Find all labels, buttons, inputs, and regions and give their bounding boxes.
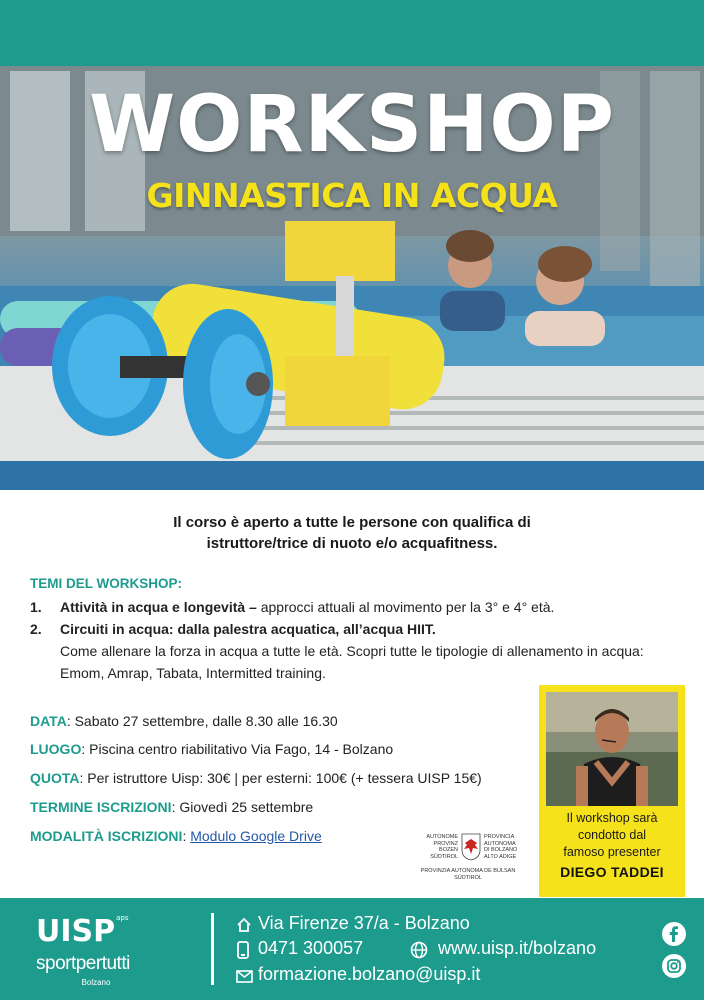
registration-form-link[interactable]: Modulo Google Drive bbox=[190, 828, 322, 844]
province-text: SÜDTIROL bbox=[430, 853, 458, 860]
footer bbox=[0, 898, 704, 1000]
info-value: : Piscina centro riabilitativo Via Fago, 14 - Bolzano bbox=[81, 741, 394, 757]
address-text: Via Firenze 37/a - Bolzano bbox=[258, 913, 470, 933]
uisp-city: Bolzano bbox=[81, 978, 111, 987]
theme-text: approcci attuali al movimento per la 3° e 4° età. bbox=[256, 599, 555, 615]
province-logo bbox=[412, 830, 524, 888]
theme-description: Come allenare la forza in acqua a tutte le età. Scopri tutte le tipologie di allenamento in acqua: Emom, Amrap, Tabata, Intermitted training. bbox=[60, 643, 644, 681]
province-text: PROVINZ bbox=[433, 840, 458, 847]
hero-subtitle: GINNASTICA IN ACQUA bbox=[146, 176, 558, 215]
presenter-name: DIEGO TADDEI bbox=[560, 864, 664, 880]
phone-text: 0471 300057 bbox=[258, 938, 364, 958]
info-label: MODALITÀ ISCRIZIONI bbox=[30, 828, 183, 844]
info-value: : Per istruttore Uisp: 30€ | per esterni: 100€ (+ tessera UISP 15€) bbox=[79, 770, 482, 786]
province-text: PROVINCIA bbox=[484, 834, 515, 840]
email-text: formazione.bolzano@uisp.it bbox=[258, 964, 481, 984]
province-name-lad bbox=[412, 868, 524, 881]
footer-phone[interactable] bbox=[236, 938, 363, 960]
info-label: QUOTA bbox=[30, 770, 80, 786]
theme-title: Circuiti in acqua: dalla palestra acquatica, all’acqua HIIT. bbox=[60, 621, 436, 637]
info-value: : Sabato 27 settembre, dalle 8.30 alle 16.30 bbox=[66, 713, 338, 729]
presenter-line: famoso presenter bbox=[563, 845, 661, 859]
website-text: www.uisp.it/bolzano bbox=[438, 938, 597, 958]
province-text: AUTONOMA bbox=[484, 840, 516, 847]
info-date bbox=[30, 713, 338, 729]
info-registration bbox=[30, 828, 322, 844]
theme-item bbox=[30, 618, 436, 640]
uisp-logo-aps: aps bbox=[116, 914, 129, 922]
top-band bbox=[0, 0, 704, 66]
instagram-icon[interactable] bbox=[662, 954, 686, 978]
footer-email[interactable] bbox=[236, 964, 480, 986]
mail-icon bbox=[236, 965, 258, 986]
footer-address bbox=[236, 913, 470, 935]
intro-text bbox=[0, 512, 704, 554]
info-label: LUOGO bbox=[30, 741, 82, 757]
theme-item bbox=[30, 596, 554, 618]
province-text: PROVINZIA AUTONOMA DE BULSAN bbox=[420, 868, 516, 874]
info-deadline bbox=[30, 799, 313, 815]
info-fee bbox=[30, 770, 482, 786]
province-text: DI BOLZANO bbox=[484, 847, 518, 853]
footer-website[interactable] bbox=[410, 938, 596, 960]
theme-title: Attività in acqua e longevità – bbox=[60, 599, 257, 615]
presenter-line: Il workshop sarà bbox=[566, 811, 658, 825]
themes-heading: TEMI DEL WORKSHOP: bbox=[30, 576, 183, 591]
info-value: : Giovedì 25 settembre bbox=[171, 799, 314, 815]
presenter-photo bbox=[546, 692, 678, 806]
theme-number: 2. bbox=[30, 621, 42, 637]
presenter-text bbox=[539, 810, 685, 861]
hero-banner bbox=[0, 66, 704, 490]
home-icon bbox=[236, 914, 258, 935]
province-text: BOZEN bbox=[439, 847, 458, 853]
presenter-line: condotto dal bbox=[577, 828, 647, 842]
phone-icon bbox=[236, 939, 258, 960]
province-text: SÜDTIROL bbox=[454, 874, 482, 881]
footer-divider bbox=[211, 913, 214, 985]
province-text: ALTO ADIGE bbox=[484, 853, 517, 860]
uisp-logo bbox=[36, 914, 129, 949]
globe-icon bbox=[410, 939, 438, 960]
theme-number: 1. bbox=[30, 599, 42, 615]
intro-line: Il corso è aperto a tutte le persone con qualifica di bbox=[173, 514, 531, 531]
province-name-it bbox=[484, 834, 529, 860]
info-separator: : bbox=[182, 828, 191, 844]
eagle-crest-icon bbox=[461, 833, 481, 861]
info-location bbox=[30, 741, 393, 757]
info-label: TERMINE ISCRIZIONI bbox=[30, 799, 172, 815]
intro-line: istruttore/trice di nuoto e/o acquafitness. bbox=[206, 535, 498, 552]
province-text: AUTONOME bbox=[426, 834, 458, 840]
uisp-logo-name: UISP bbox=[36, 914, 116, 949]
facebook-icon[interactable] bbox=[662, 922, 686, 946]
presenter-box bbox=[539, 685, 685, 897]
uisp-tagline: sportpertutti bbox=[36, 953, 130, 974]
info-label: DATA bbox=[30, 713, 67, 729]
hero-title: WORKSHOP bbox=[89, 80, 615, 170]
province-name-de bbox=[412, 834, 458, 860]
